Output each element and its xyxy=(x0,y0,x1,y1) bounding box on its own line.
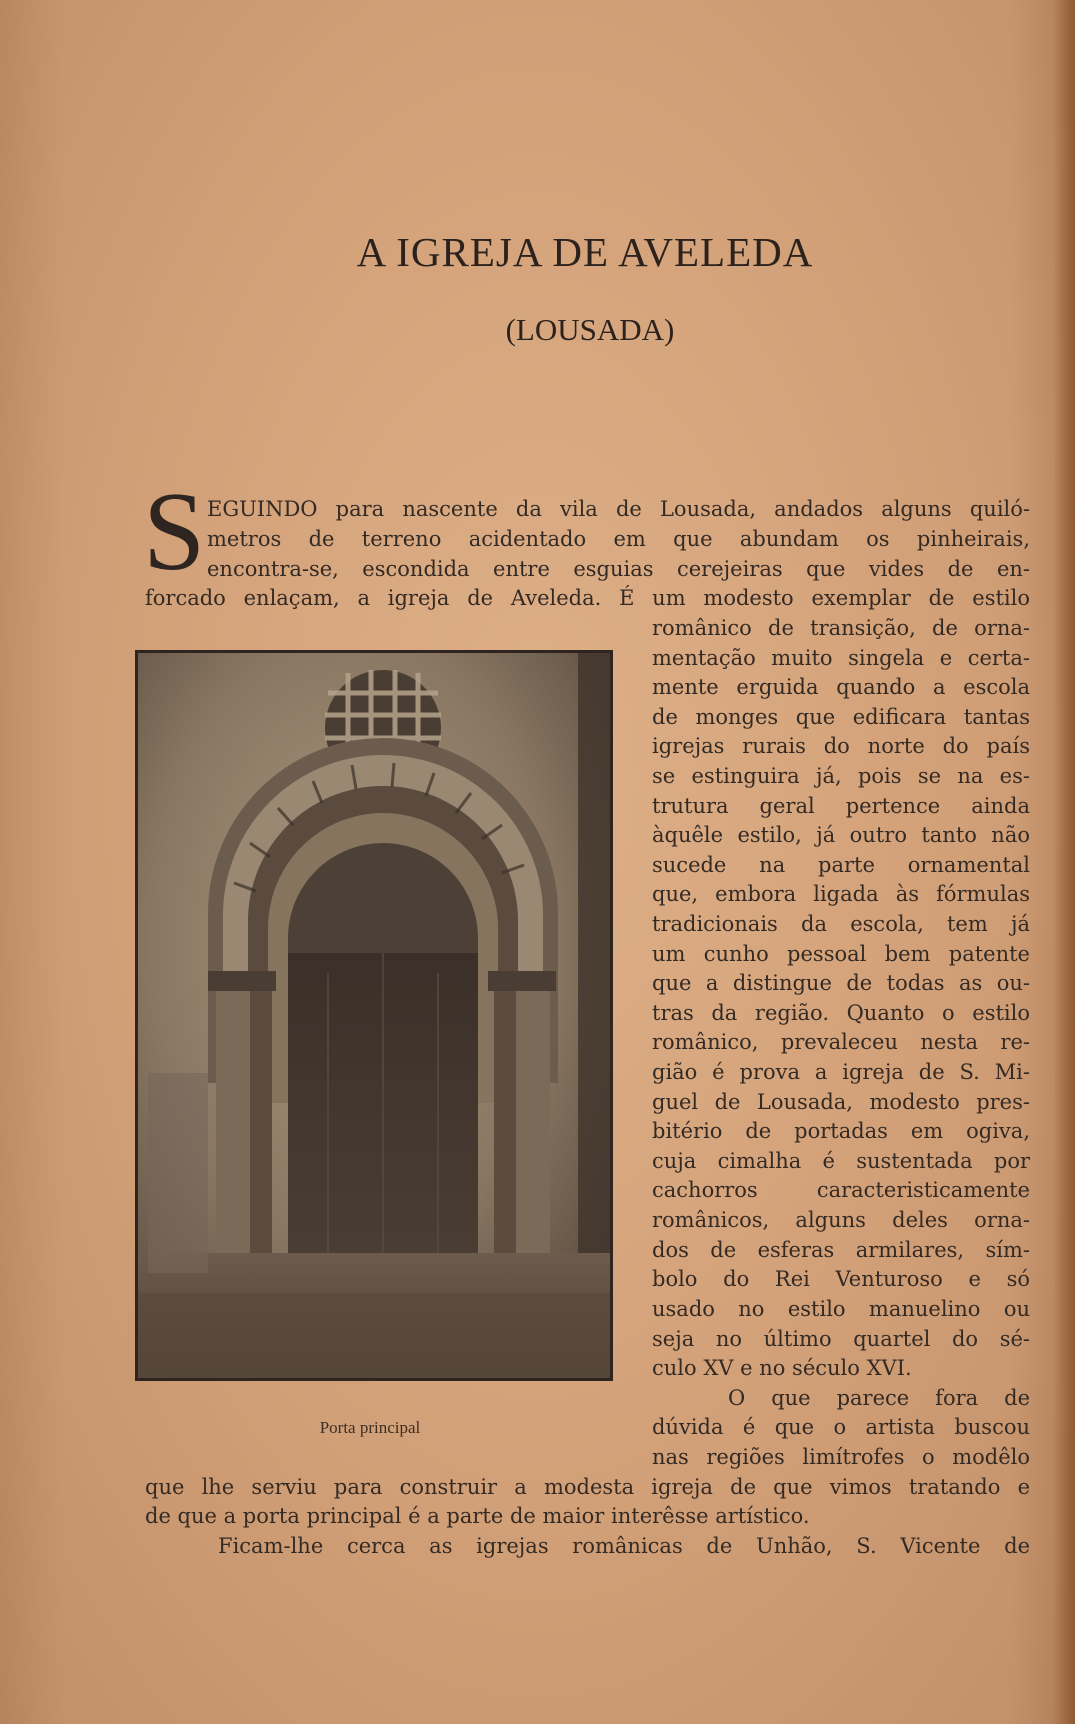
text-line: EGUINDO para nascente da vila de Lousada, andados alguns quiló- xyxy=(207,497,1030,521)
text-line: românicos, alguns deles orna- xyxy=(652,1208,1030,1232)
text-line: mentação muito singela e certa- xyxy=(652,646,1030,670)
text-line: dúvida é que o artista buscou xyxy=(652,1415,1030,1439)
article-subtitle: (LOUSADA) xyxy=(505,312,675,347)
text-line: românico, prevaleceu nesta re- xyxy=(652,1030,1030,1054)
text-line: seja no último quartel do sé- xyxy=(652,1327,1030,1351)
text-line: um cunho pessoal bem patente xyxy=(652,942,1030,966)
text-line: de monges que edificara tantas xyxy=(652,705,1030,729)
text-line: sucede na parte ornamental xyxy=(652,853,1030,877)
text-line: tras da região. Quanto o estilo xyxy=(652,1001,1030,1025)
text-line: tradicionais da escola, tem já xyxy=(652,912,1030,936)
text-line: forcado enlaçam, a igreja de Aveleda. É um modesto exemplar de estilo xyxy=(145,586,1030,610)
text-line: românico de transição, de orna- xyxy=(652,616,1030,640)
text-line: cuja cimalha é sustentada por xyxy=(652,1149,1030,1173)
text-line: O que parece fora de xyxy=(728,1386,1030,1410)
text-line: de que a porta principal é a parte de maior interêsse artístico. xyxy=(145,1504,810,1528)
text-line: bolo do Rei Venturoso e só xyxy=(652,1267,1030,1291)
text-line: cachorros caracteristicamente xyxy=(652,1178,1030,1202)
text-line: encontra-se, escondida entre esguias cerejeiras que vides de en- xyxy=(207,557,1030,581)
text-line: que lhe serviu para construir a modesta igreja de que vimos tratando e xyxy=(145,1475,1030,1499)
text-line: gião é prova a igreja de S. Mi- xyxy=(652,1060,1030,1084)
text-line: Ficam-lhe cerca as igrejas românicas de Unhão, S. Vicente de xyxy=(218,1534,1030,1558)
text-line: que, embora ligada às fórmulas xyxy=(652,882,1030,906)
text-line: que a distingue de todas as ou- xyxy=(652,971,1030,995)
text-line: mente erguida quando a escola xyxy=(652,675,1030,699)
text-line: igrejas rurais do norte do país xyxy=(652,734,1030,758)
text-line: se estinguira já, pois se na es- xyxy=(652,764,1030,788)
article-title: A IGREJA DE AVELEDA xyxy=(356,229,814,275)
text-line: usado no estilo manuelino ou xyxy=(652,1297,1030,1321)
text-line: guel de Lousada, modesto pres- xyxy=(652,1090,1030,1114)
text-line: culo XV e no século XVI. xyxy=(652,1356,912,1380)
text-line: metros de terreno acidentado em que abundam os pinheirais, xyxy=(207,527,1030,551)
text-line: àquêle estilo, já outro tanto não xyxy=(652,823,1030,847)
text-line: bitério de portadas em ogiva, xyxy=(652,1119,1030,1143)
church-door-photo xyxy=(135,650,613,1381)
figure-caption: Porta principal xyxy=(319,1418,421,1437)
text-line: trutura geral pertence ainda xyxy=(652,794,1030,818)
text-line: nas regiões limítrofes o modêlo xyxy=(652,1445,1030,1469)
text-line: dos de esferas armilares, sím- xyxy=(652,1238,1030,1262)
drop-cap: S xyxy=(143,470,206,594)
